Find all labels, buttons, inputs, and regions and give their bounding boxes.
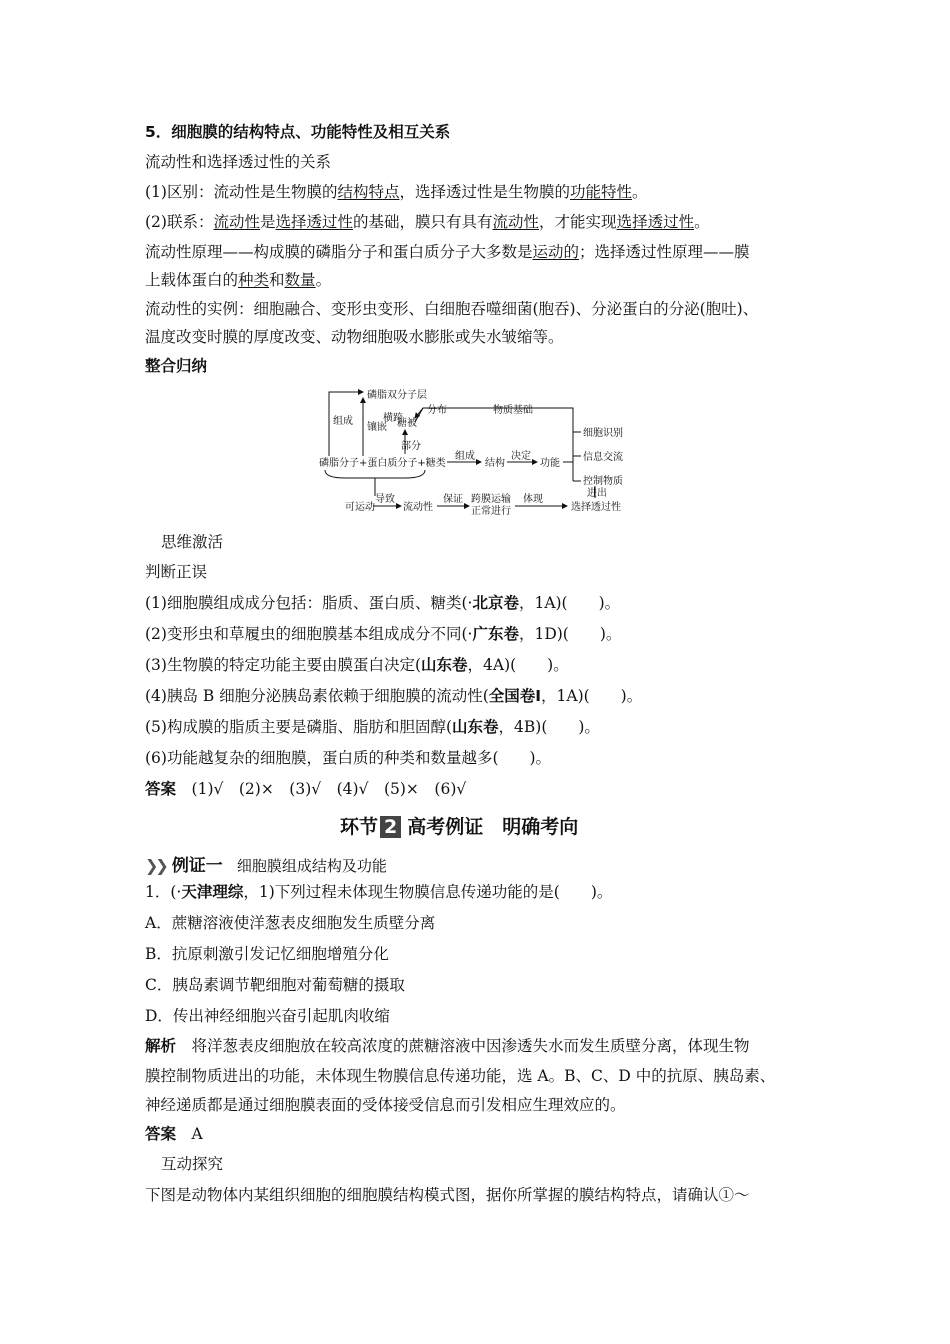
judge-item-3: [145, 655, 569, 675]
text: (4)胰岛 B 细胞分泌胰岛素依赖于细胞膜的流动性(: [145, 687, 489, 705]
principle-line-2: [145, 270, 331, 290]
connection-line: [145, 212, 710, 232]
text: ，4B)( )。: [498, 718, 600, 736]
question-stem: [145, 882, 612, 902]
diagram-function: 功能: [540, 458, 560, 469]
diagram-glycocalyx: 糖被: [397, 418, 417, 429]
source: 北京卷: [472, 594, 519, 612]
option-a: A．蔗糖溶液使洋葱表皮细胞发生质壁分离: [145, 914, 436, 932]
judge-answers-line: [145, 779, 466, 799]
analysis-line-2: 膜控制物质进出的功能，未体现生物膜信息传递功能，选 A。B、C、D 中的抗原、胰岛素、: [145, 1067, 776, 1085]
option-d: D．传出神经细胞兴奋引起肌肉收缩: [145, 1007, 390, 1025]
answer-value: A: [191, 1125, 203, 1143]
source: 全国卷Ⅰ: [488, 687, 542, 705]
diagram-ensure: 保证: [443, 494, 463, 505]
diagram-transport-2: 正常进行: [471, 506, 511, 517]
examples-line-1: 流动性的实例：细胞融合、变形虫变形、白细胞吞噬细菌(胞吞)、分泌蛋白的分泌(胞吐)、: [145, 300, 759, 318]
source: 天津理综: [181, 883, 244, 901]
analysis-label: 解析: [145, 1037, 177, 1055]
diagram-lipid-bilayer: 磷脂双分子层: [367, 390, 427, 401]
diagram-span: 横跨: [383, 413, 403, 424]
text: ，4A)( )。: [467, 656, 569, 674]
judge-item-2: [145, 624, 621, 644]
text: (1)细胞膜组成成分包括：脂质、蛋白质、糖类(·: [145, 594, 473, 612]
distinction-line: [145, 182, 648, 202]
diagram-lead-to: 导致: [375, 494, 395, 505]
text: 的基础，膜只有具有: [353, 213, 493, 231]
analysis-line-1: [145, 1036, 750, 1056]
text: 。: [694, 213, 710, 231]
text: 。: [632, 183, 648, 201]
section-subtitle: 流动性和选择透过性的关系: [145, 153, 332, 171]
diagram-structure: 结构: [485, 458, 505, 469]
text: (2)变形虫和草履虫的细胞膜基本组成成分不同(·: [145, 625, 473, 643]
diagram-determine: 决定: [511, 451, 531, 462]
source: 广东卷: [472, 625, 519, 643]
answer-values: (1)√ (2)× (3)√ (4)√ (5)× (6)√: [191, 780, 467, 798]
analysis-line-3: 神经递质都是通过细胞膜表面的受体接受信息而引发相应生理效应的。: [145, 1096, 626, 1114]
header-number: 2: [380, 816, 401, 838]
question-answer-line: [145, 1124, 203, 1144]
text: 。: [315, 271, 332, 289]
judge-title: 判断正误: [145, 563, 208, 581]
diagram-part: 部分: [401, 441, 421, 452]
text: ，才能实现: [539, 213, 617, 231]
diagram-connectors: [325, 392, 595, 506]
text: 上载体蛋白的: [145, 271, 239, 289]
diagram-compose-v1: 组成: [333, 416, 353, 427]
text: 是: [259, 213, 276, 231]
principle-line-1: [145, 242, 750, 262]
text: (1)区别：流动性是生物膜的: [145, 183, 338, 201]
text: 流动性原理——构成膜的磷脂分子和蛋白质分子大多数是: [145, 243, 533, 261]
underlined-term: 种类: [238, 271, 270, 289]
underlined-term: 运动的: [532, 243, 580, 261]
example-label: 例证一: [171, 856, 223, 876]
section-title: 5．细胞膜的结构特点、功能特性及相互关系: [145, 123, 451, 141]
text: ，1A)( )。: [541, 687, 643, 705]
final-line: 下图是动物体内某组织细胞的细胞膜结构模式图，据你所掌握的膜结构特点，请确认①～: [145, 1186, 750, 1204]
double-chevron-icon: ❯❯: [145, 856, 166, 875]
diagram-control-material-2: 进出: [587, 488, 607, 499]
diagram-material-basis: 物质基础: [493, 405, 533, 416]
diagram-compose-h: 组成: [455, 451, 475, 462]
text: 将洋葱表皮细胞放在较高浓度的蔗糖溶液中因渗透失水而发生质壁分离，体现生物: [191, 1037, 750, 1055]
answer-label: 答案: [145, 1125, 177, 1143]
underlined-term: 功能特性: [570, 183, 633, 201]
underlined-term: 流动性: [213, 213, 260, 231]
header-part2: 高考例证 明确考向: [407, 816, 579, 838]
diagram-movable: 可运动: [345, 502, 375, 513]
source: 山东卷: [452, 718, 499, 736]
text: ；选择透过性原理——膜: [579, 243, 750, 261]
diagram-compose-v2: [333, 428, 343, 439]
text: (3)生物膜的特定功能主要由膜蛋白决定(: [145, 656, 422, 674]
judge-item-5: [145, 717, 600, 737]
text: ，1D)( )。: [518, 625, 622, 643]
diagram-selective-permeability: 选择透过性: [571, 502, 621, 513]
diagram-info-exchange: 信息交流: [583, 452, 623, 463]
section-header: [340, 812, 578, 839]
judge-item-4: [145, 686, 642, 706]
text: (5)构成膜的脂质主要是磷脂、脂肪和胆固醇(: [145, 718, 453, 736]
underlined-term: 数量: [284, 271, 316, 289]
header-part1: 环节: [340, 816, 379, 838]
judge-item-1: [145, 593, 620, 613]
example-topic: 细胞膜组成结构及功能: [236, 857, 387, 875]
diagram-fluidity: 流动性: [403, 502, 433, 513]
source: 山东卷: [421, 656, 468, 674]
diagram-embody: 体现: [523, 494, 543, 505]
text: (2)联系：: [145, 213, 214, 231]
diagram-control-material-1: 控制物质: [583, 476, 623, 487]
underlined-term: 流动性: [492, 213, 540, 231]
option-c: C．胰岛素调节靶细胞对葡萄糖的摄取: [145, 976, 405, 994]
underlined-term: 选择透过性: [275, 213, 354, 231]
text: ，选择透过性是生物膜的: [399, 183, 570, 201]
answer-label: 答案: [145, 780, 177, 798]
diagram-distribution: 分布: [427, 405, 447, 416]
diagram-components: 磷脂分子+蛋白质分子+糖类: [319, 458, 446, 469]
underlined-term: 选择透过性: [616, 213, 695, 231]
membrane-concept-diagram: [315, 386, 655, 522]
text: ，1A)( )。: [518, 594, 621, 612]
examples-line-2: 温度改变时膜的厚度改变、动物细胞吸水膨胀或失水皱缩等。: [145, 328, 564, 346]
diagram-transport-1: 跨膜运输: [471, 494, 511, 505]
text: 1．(·: [145, 883, 182, 901]
diagram-cell-recognition: 细胞识别: [583, 428, 623, 439]
summary-title: 整合归纳: [145, 357, 208, 375]
example-heading: [145, 851, 387, 876]
underlined-term: 结构特点: [337, 183, 400, 201]
interactive-heading: 互动探究: [161, 1155, 224, 1173]
judge-item-6: (6)功能越复杂的细胞膜，蛋白质的种类和数量越多( )。: [145, 749, 552, 767]
diagram-embed: 镶嵌: [367, 422, 387, 433]
text: ，1)下列过程未体现生物膜信息传递功能的是( )。: [243, 883, 613, 901]
thinking-heading: 思维激活: [161, 533, 224, 551]
option-b: B．抗原刺激引发记忆细胞增殖分化: [145, 945, 389, 963]
text: 和: [269, 271, 285, 289]
